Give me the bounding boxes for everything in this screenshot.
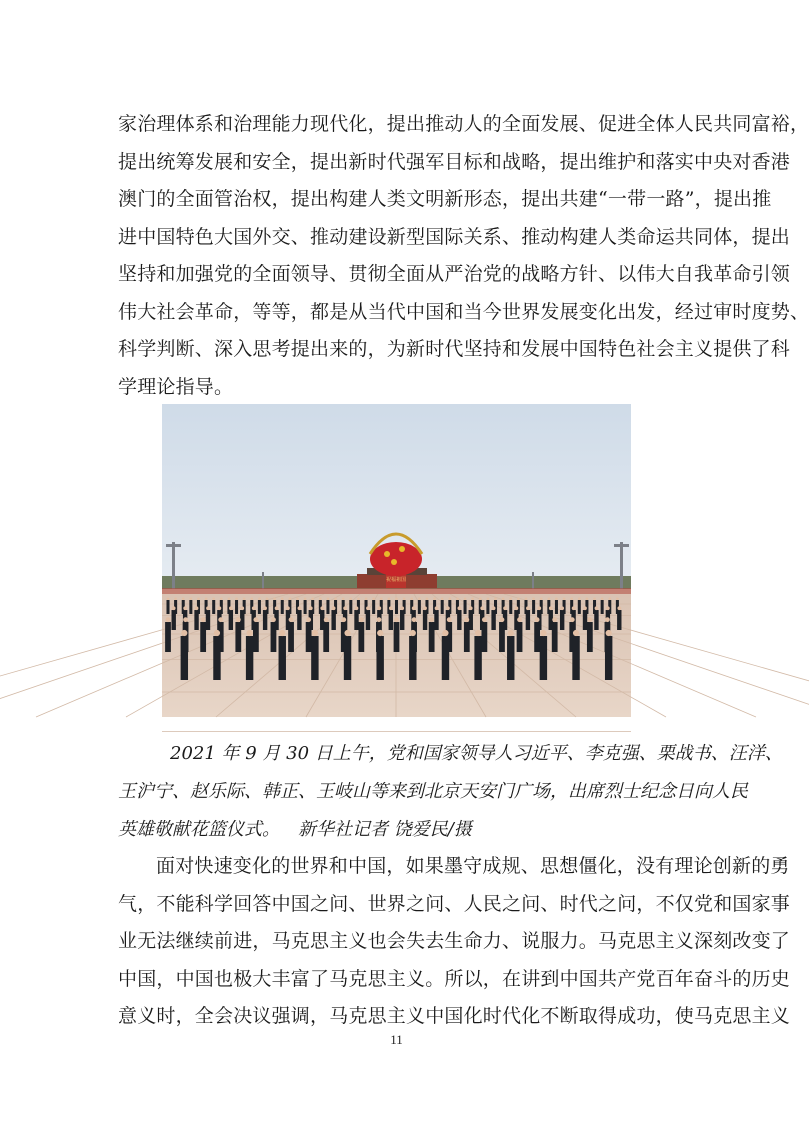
person-figure — [235, 617, 241, 652]
text-line: 学理论指导。 — [118, 375, 234, 398]
person-figure — [165, 617, 171, 652]
person-figure — [271, 617, 277, 652]
text-line: 科学判断、深入思考提出来的，为新时代坚持和发展中国特色社会主义提供了科 — [118, 338, 791, 360]
person-figure — [376, 630, 383, 680]
person-figure — [572, 630, 579, 680]
ceremony-photo — [162, 404, 631, 717]
person-figure — [311, 630, 318, 680]
person-figure — [605, 630, 612, 680]
text-line: 伟大社会革命，等等，都是从当代中国和当今世界发展变化出发，经过审时度势、 — [118, 300, 809, 323]
person-figure — [464, 617, 470, 652]
caption-line-last — [118, 811, 678, 849]
person-figure — [540, 630, 547, 680]
caption-line: 王沪宁、赵乐际、韩正、王岐山等来到北京天安门广场，出席烈士纪念日向人民 — [118, 781, 748, 802]
photo-caption — [118, 735, 783, 849]
person-figure — [587, 617, 593, 652]
text-line: 面对快速变化的世界和中国，如果墨守成规、思想僵化，没有理论创新的勇 — [156, 855, 790, 877]
text-line: 意义时，全会决议强调，马克思主义中国化时代化不断取得成功，使马克思主义 — [118, 1005, 791, 1027]
caption-line: 2021 年 9 月 30 日上午，党和国家领导人习近平、李克强、栗战书、汪洋、 — [170, 743, 783, 764]
person-figure — [344, 630, 351, 680]
person-figure — [442, 630, 449, 680]
person-figure — [253, 617, 259, 652]
text-line: 进中国特色大国外交、推动建设新型国际关系、推动构建人类命运共同体，提出 — [118, 225, 791, 248]
person-figure — [200, 617, 206, 652]
person-figure — [499, 617, 505, 652]
person-figure — [507, 630, 514, 680]
caption-text: 英雄敬献花篮仪式。 — [118, 819, 280, 840]
text-line: 家治理体系和治理能力现代化，提出推动人的全面发展、促进全体人民共同富裕， — [118, 113, 809, 135]
person-figure — [306, 617, 312, 652]
person-figure — [534, 617, 540, 652]
person-figure — [358, 617, 364, 652]
person-figure — [279, 630, 286, 680]
person-figure — [429, 617, 435, 652]
body-paragraph-bottom — [118, 848, 791, 1036]
page-number: 11 — [390, 1032, 403, 1047]
person-figure — [246, 630, 253, 680]
person-figure — [288, 617, 294, 652]
person-figure — [474, 630, 481, 680]
person-figure — [552, 617, 558, 652]
photo-credit: 新华社记者 饶爱民/摄 — [298, 819, 472, 840]
text-line: 提出统筹发展和安全，提出新时代强军目标和战略，提出维护和落实中央对香港 — [118, 150, 791, 173]
text-line: 坚持和加强党的全面领导、贯彻全面从严治党的战略方针、以伟大自我革命引领 — [118, 263, 791, 285]
person-figure — [213, 630, 220, 680]
person-figure — [481, 617, 487, 652]
person-figure — [181, 630, 188, 680]
person-figure — [394, 617, 400, 652]
person-figure — [323, 617, 329, 652]
person-figure — [517, 617, 523, 652]
person-figure — [409, 630, 416, 680]
text-line: 业无法继续前进，马克思主义也会失去生命力、说服力。马克思主义深刻改变了 — [118, 930, 791, 952]
background-flower-beds — [162, 588, 631, 594]
basket-label: 祝福祖国 — [385, 577, 407, 583]
body-paragraph-top — [118, 106, 809, 406]
text-line: 中国，中国也极大丰富了马克思主义。所以，在讲到中国共产党百年奋斗的历史 — [118, 967, 791, 990]
text-line: 澳门的全面管治权，提出构建人类文明新形态，提出共建“一带一路”，提出推 — [118, 188, 772, 210]
text-line: 气，不能科学回答中国之问、世界之问、人民之问、时代之问，不仅党和国家事 — [118, 892, 791, 915]
